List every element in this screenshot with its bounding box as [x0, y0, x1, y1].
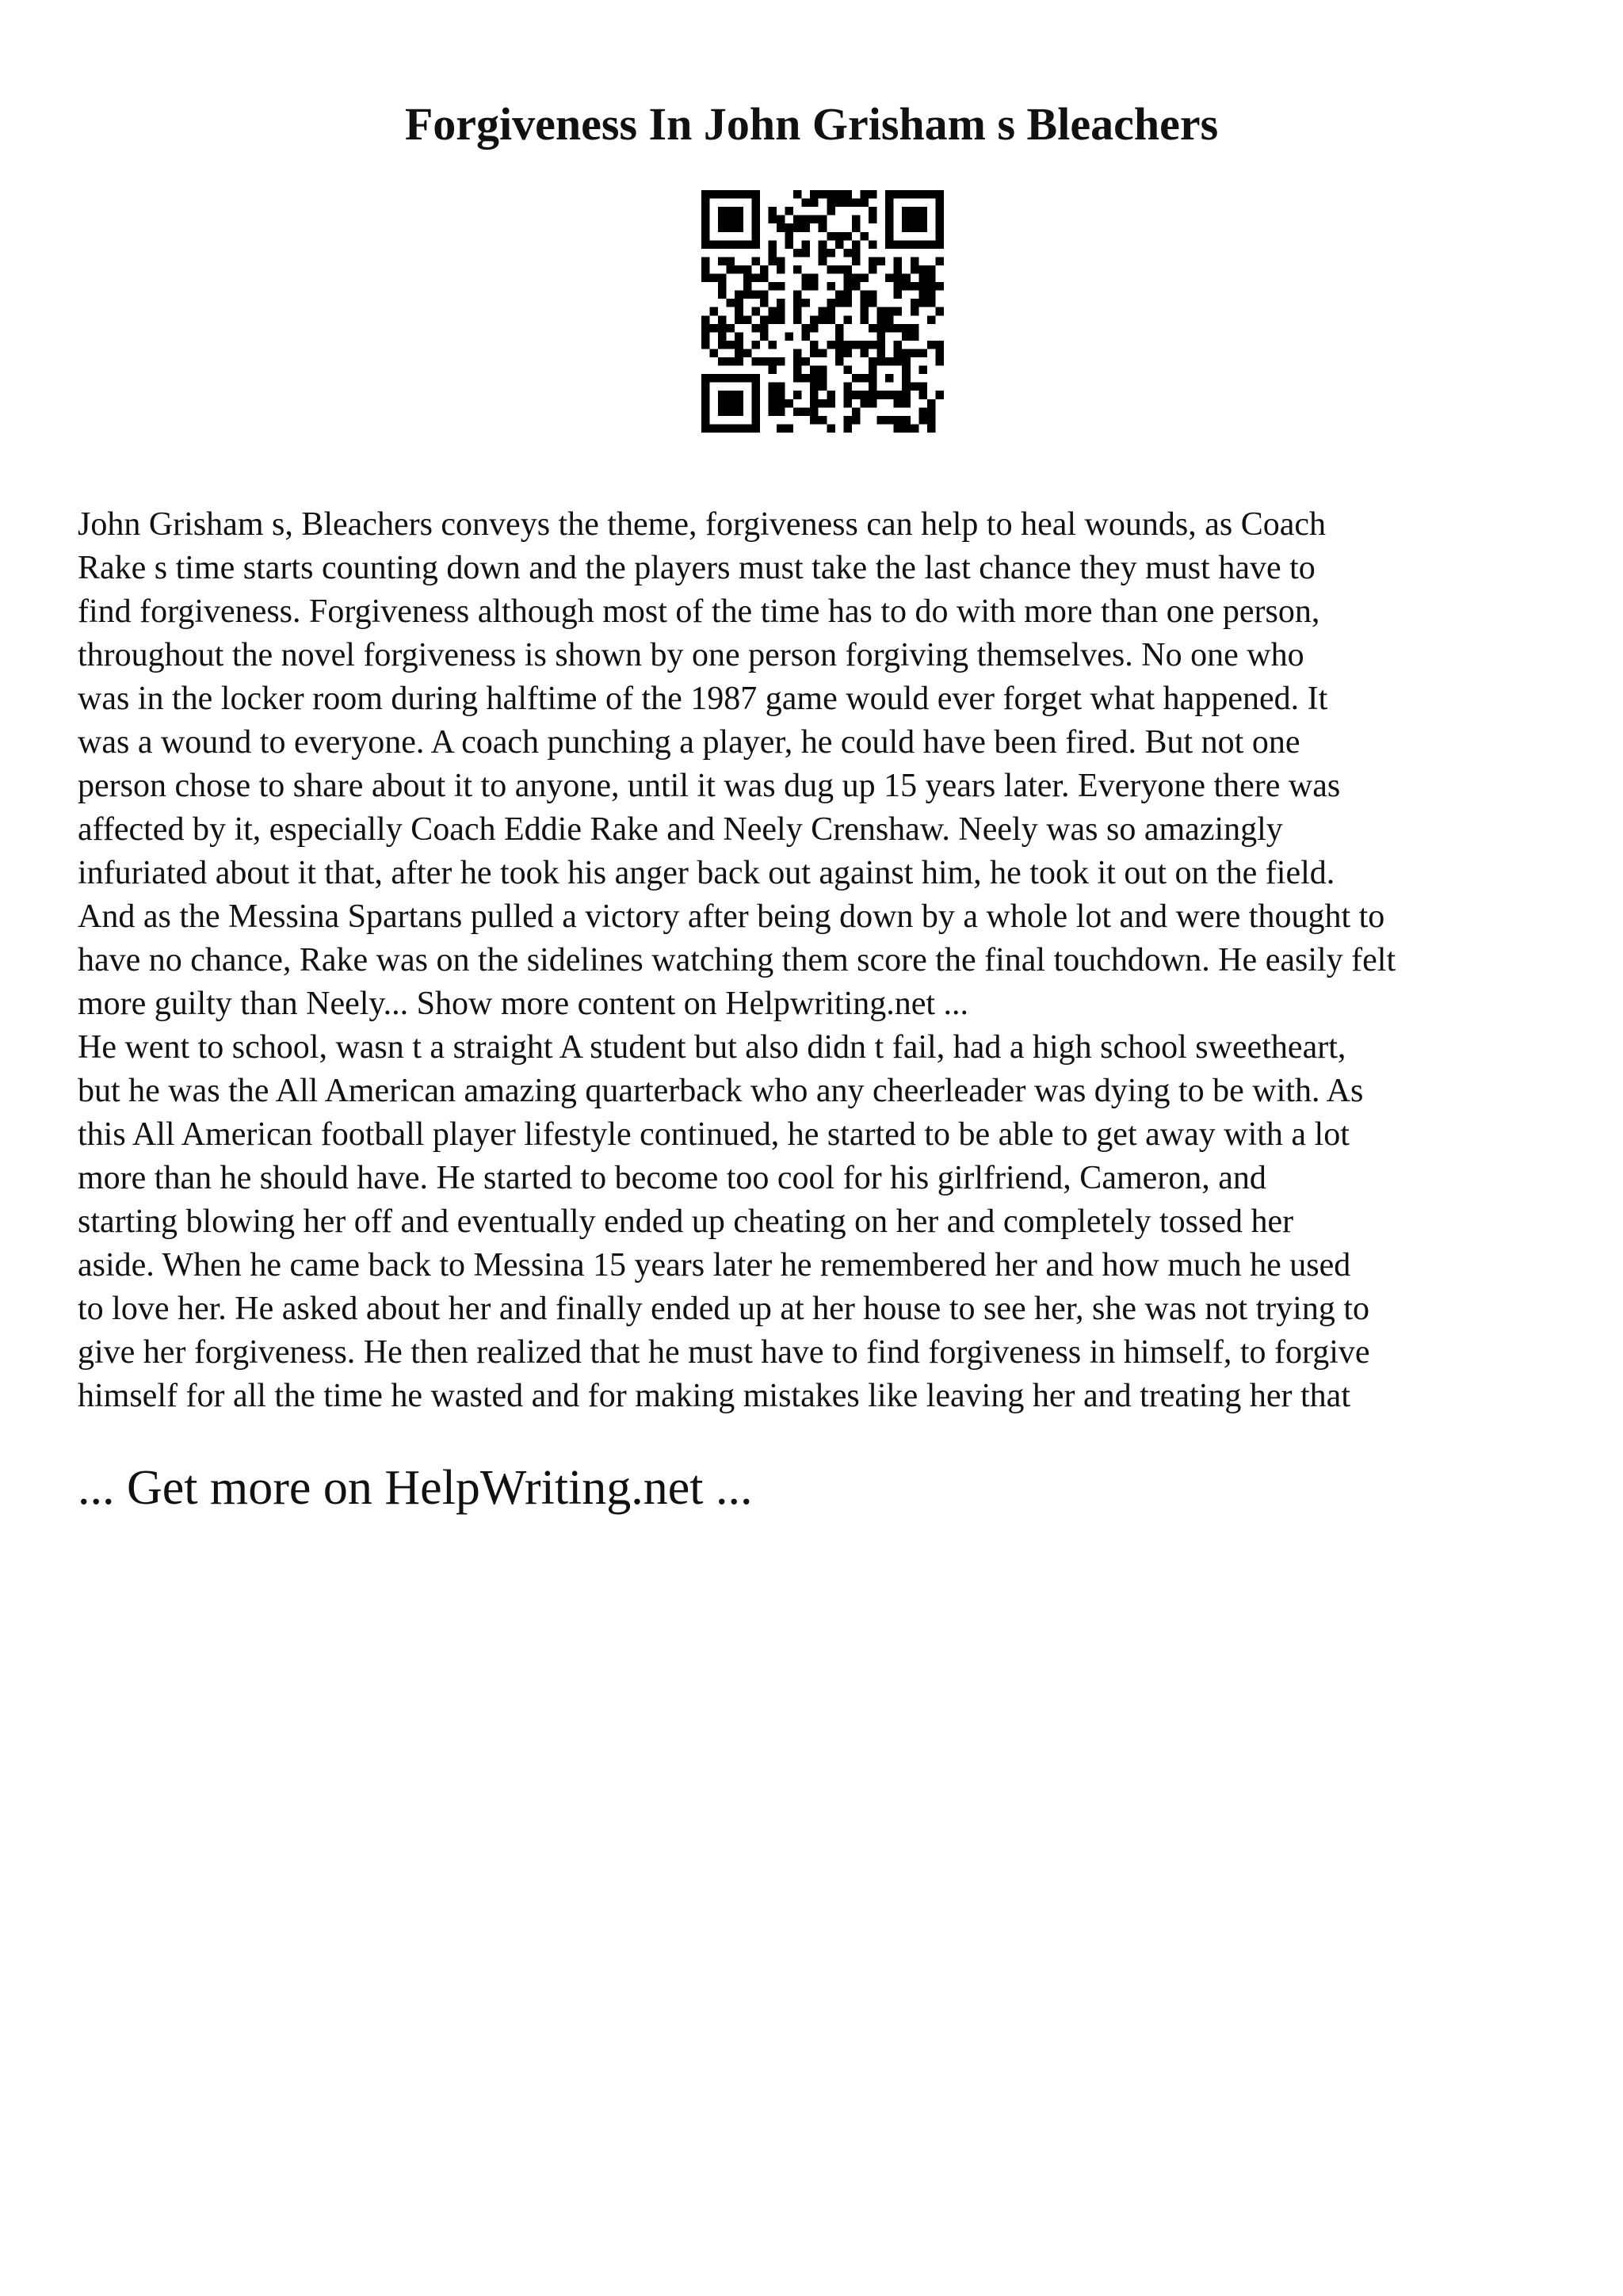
body-line: to love her. He asked about her and finally ended up at her house to see her, she was not trying to [78, 1291, 1370, 1327]
body-line: find forgiveness. Forgiveness although most of the time has to do with more than one person, [78, 593, 1320, 630]
document-body [78, 503, 1568, 1418]
body-line: affected by it, especially Coach Eddie Rake and Neely Crenshaw. Neely was so amazingly [78, 811, 1283, 848]
document-title: Forgiveness In John Grisham s Bleachers [404, 98, 1219, 150]
body-line: And as the Messina Spartans pulled a victory after being down by a whole lot and were thought to [78, 898, 1385, 935]
get-more-link[interactable]: ... Get more on HelpWriting.net ... [78, 1461, 753, 1515]
body-line: give her forgiveness. He then realized that he must have to find forgiveness in himself, to forgive [78, 1334, 1370, 1371]
body-line: have no chance, Rake was on the sidelines watching them score the final touchdown. He easily felt [78, 942, 1396, 978]
body-line: but he was the All American amazing quarterback who any cheerleader was dying to be with. As [78, 1073, 1364, 1109]
body-line: was a wound to everyone. A coach punching a player, he could have been fired. But not one [78, 724, 1300, 761]
body-line: this All American football player lifestyle continued, he started to be able to get away with a lot [78, 1116, 1350, 1153]
body-line: person chose to share about it to anyone, until it was dug up 15 years later. Everyone there was [78, 768, 1341, 804]
qr-code-icon [701, 190, 944, 433]
body-line: starting blowing her off and eventually ended up cheating on her and completely tossed her [78, 1203, 1294, 1240]
body-line: was in the locker room during halftime of the 1987 game would ever forget what happened. It [78, 681, 1328, 717]
body-line: more than he should have. He started to become too cool for his girlfriend, Cameron, and [78, 1160, 1266, 1196]
body-line: Rake s time starts counting down and the players must take the last chance they must have to [78, 550, 1316, 586]
body-line: aside. When he came back to Messina 15 years later he remembered her and how much he used [78, 1247, 1351, 1283]
body-line: infuriated about it that, after he took his anger back out against him, he took it out on the field. [78, 855, 1335, 891]
body-line: more guilty than Neely... Show more content on Helpwriting.net ... [78, 986, 969, 1022]
body-line: himself for all the time he wasted and for making mistakes like leaving her and treating her that [78, 1378, 1350, 1414]
body-line: John Grisham s, Bleachers conveys the theme, forgiveness can help to heal wounds, as Coach [78, 506, 1326, 543]
body-line: throughout the novel forgiveness is shown by one person forgiving themselves. No one who [78, 637, 1304, 673]
body-line: He went to school, wasn t a straight A student but also didn t fail, had a high school sweetheart, [78, 1029, 1346, 1066]
